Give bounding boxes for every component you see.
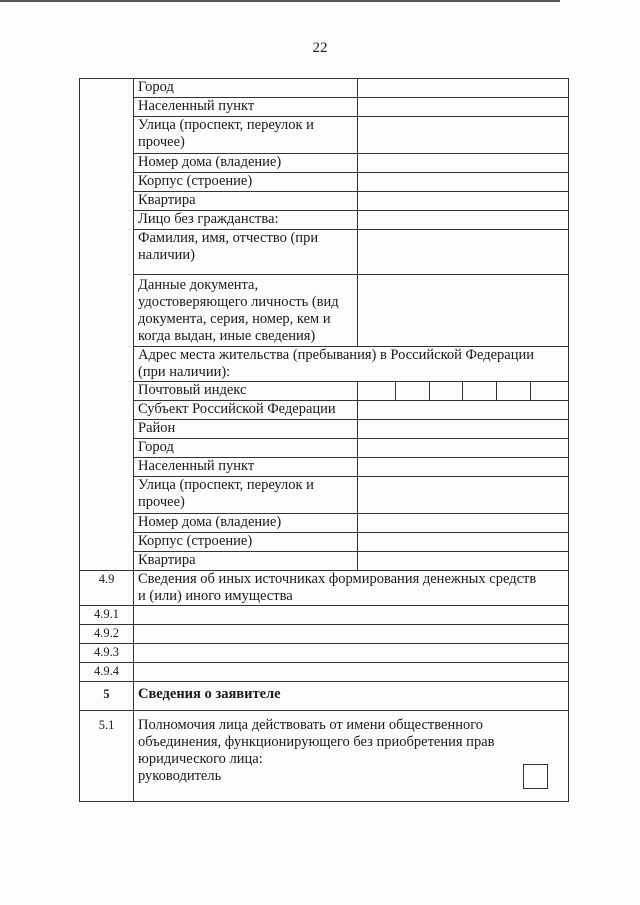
- text-line: когда выдан, иные сведения): [138, 328, 316, 344]
- form-row: [80, 154, 569, 173]
- value-field[interactable]: [358, 230, 569, 275]
- page-number: 22: [312, 40, 328, 56]
- form-row: [80, 117, 569, 154]
- row-number-cell: 4.9.4: [80, 663, 134, 682]
- postal-digit-box[interactable]: [530, 382, 564, 400]
- value-field[interactable]: [358, 173, 569, 192]
- text-line: Субъект Российской Федерации: [138, 401, 336, 417]
- form-row: [80, 192, 569, 211]
- field-label: [134, 275, 358, 347]
- form-row: [80, 98, 569, 117]
- form-table: [79, 78, 569, 802]
- value-field[interactable]: [358, 98, 569, 117]
- text-line: Район: [138, 420, 176, 436]
- text-line: Улица (проспект, переулок и: [138, 117, 314, 133]
- field-label: [134, 98, 358, 117]
- top-border-line: [0, 0, 560, 2]
- value-field[interactable]: [134, 644, 569, 663]
- field-label: [134, 477, 358, 514]
- text-line: юридического лица:: [138, 751, 263, 767]
- postal-digit-box[interactable]: [429, 382, 463, 400]
- text-line: Адрес места жительства (пребывания) в Российской Федерации: [138, 347, 534, 363]
- field-label: [134, 230, 358, 275]
- field-label: [134, 79, 358, 98]
- form-row: [80, 439, 569, 458]
- field-label: [134, 458, 358, 477]
- value-field[interactable]: [358, 79, 569, 98]
- field-label: [134, 552, 358, 571]
- checkbox[interactable]: [523, 764, 548, 789]
- field-label: [134, 192, 358, 211]
- row-number-cell: 5: [80, 682, 134, 711]
- value-field[interactable]: [358, 420, 569, 439]
- text-line: объединения, функционирующего без приобретения прав: [138, 734, 495, 750]
- form-row: [80, 514, 569, 533]
- text-line: Квартира: [138, 192, 196, 208]
- form-row: [80, 533, 569, 552]
- text-line: прочее): [138, 134, 185, 150]
- form-row: [80, 347, 569, 382]
- form-row: [80, 625, 569, 644]
- form-row: [80, 711, 569, 802]
- text-line: Населенный пункт: [138, 458, 255, 474]
- row-number-cell: 4.9.2: [80, 625, 134, 644]
- section-text: [134, 571, 569, 606]
- row-number-cell: 4.9: [80, 571, 134, 606]
- form-row: [80, 663, 569, 682]
- text-line: Город: [138, 439, 174, 455]
- field-label: [134, 117, 358, 154]
- form-row: [80, 230, 569, 275]
- postal-digit-box[interactable]: [462, 382, 496, 400]
- text-line: Улица (проспект, переулок и: [138, 477, 314, 493]
- text-line: Номер дома (владение): [138, 154, 282, 170]
- authority-cell: [134, 711, 569, 802]
- value-field[interactable]: [358, 458, 569, 477]
- postal-code-field: [358, 382, 569, 401]
- field-label: [134, 514, 358, 533]
- section-title: Сведения о заявителе: [134, 682, 569, 711]
- text-line: Фамилия, имя, отчество (при: [138, 230, 319, 246]
- text-line: Корпус (строение): [138, 533, 253, 549]
- field-label: [134, 533, 358, 552]
- text-line: Данные документа,: [138, 277, 259, 293]
- text-line: наличии): [138, 247, 195, 263]
- form-row: [80, 571, 569, 606]
- form-row: [80, 606, 569, 625]
- text-line: Полномочия лица действовать от имени общественного: [138, 717, 484, 733]
- address-header: [134, 347, 569, 382]
- form-row: [80, 401, 569, 420]
- row-number-cell: 4.9.1: [80, 606, 134, 625]
- text-line: Сведения об иных источниках формирования денежных средств: [138, 571, 537, 587]
- field-label: [134, 420, 358, 439]
- text-line: Город: [138, 79, 174, 95]
- form-row: [80, 211, 569, 230]
- text-line: Населенный пункт: [138, 98, 255, 114]
- row-number-cell: 5.1: [80, 711, 134, 802]
- form-row: [80, 275, 569, 347]
- form-row: [80, 458, 569, 477]
- field-label: [134, 154, 358, 173]
- row-number-cell: [80, 79, 134, 571]
- value-field[interactable]: [358, 401, 569, 420]
- value-field[interactable]: [358, 211, 569, 230]
- field-label: Почтовый индекс: [134, 382, 358, 401]
- text-line: и (или) иного имущества: [138, 588, 293, 604]
- value-field[interactable]: [358, 275, 569, 347]
- section-header: Лицо без гражданства:: [134, 211, 358, 230]
- text-line: Номер дома (владение): [138, 514, 282, 530]
- field-label: [134, 401, 358, 420]
- form-row: [80, 382, 569, 401]
- form-row: [80, 477, 569, 514]
- text-line: (при наличии):: [138, 364, 231, 380]
- field-label: [134, 173, 358, 192]
- form-row: [80, 644, 569, 663]
- form-row: [80, 682, 569, 711]
- text-line: документа, серия, номер, кем и: [138, 311, 331, 327]
- text-line: Корпус (строение): [138, 173, 253, 189]
- form-row: [80, 420, 569, 439]
- value-field[interactable]: [358, 154, 569, 173]
- form-row: [80, 79, 569, 98]
- value-field[interactable]: [134, 606, 569, 625]
- value-field[interactable]: [358, 533, 569, 552]
- postal-digit-box[interactable]: [395, 382, 429, 400]
- form-row: [80, 552, 569, 571]
- postal-digit-box[interactable]: [496, 382, 530, 400]
- value-field[interactable]: [134, 663, 569, 682]
- text-line: прочее): [138, 494, 185, 510]
- text-line: удостоверяющего личность (вид: [138, 294, 339, 310]
- value-field[interactable]: [358, 439, 569, 458]
- text-line: Квартира: [138, 552, 196, 568]
- field-label: [134, 439, 358, 458]
- value-field[interactable]: [358, 117, 569, 154]
- value-field[interactable]: [358, 552, 569, 571]
- option-label: руководитель: [138, 768, 222, 784]
- value-field[interactable]: [134, 625, 569, 644]
- form-row: [80, 173, 569, 192]
- value-field[interactable]: [358, 477, 569, 514]
- postal-digit-box[interactable]: [362, 382, 395, 400]
- value-field[interactable]: [358, 514, 569, 533]
- row-number-cell: 4.9.3: [80, 644, 134, 663]
- value-field[interactable]: [358, 192, 569, 211]
